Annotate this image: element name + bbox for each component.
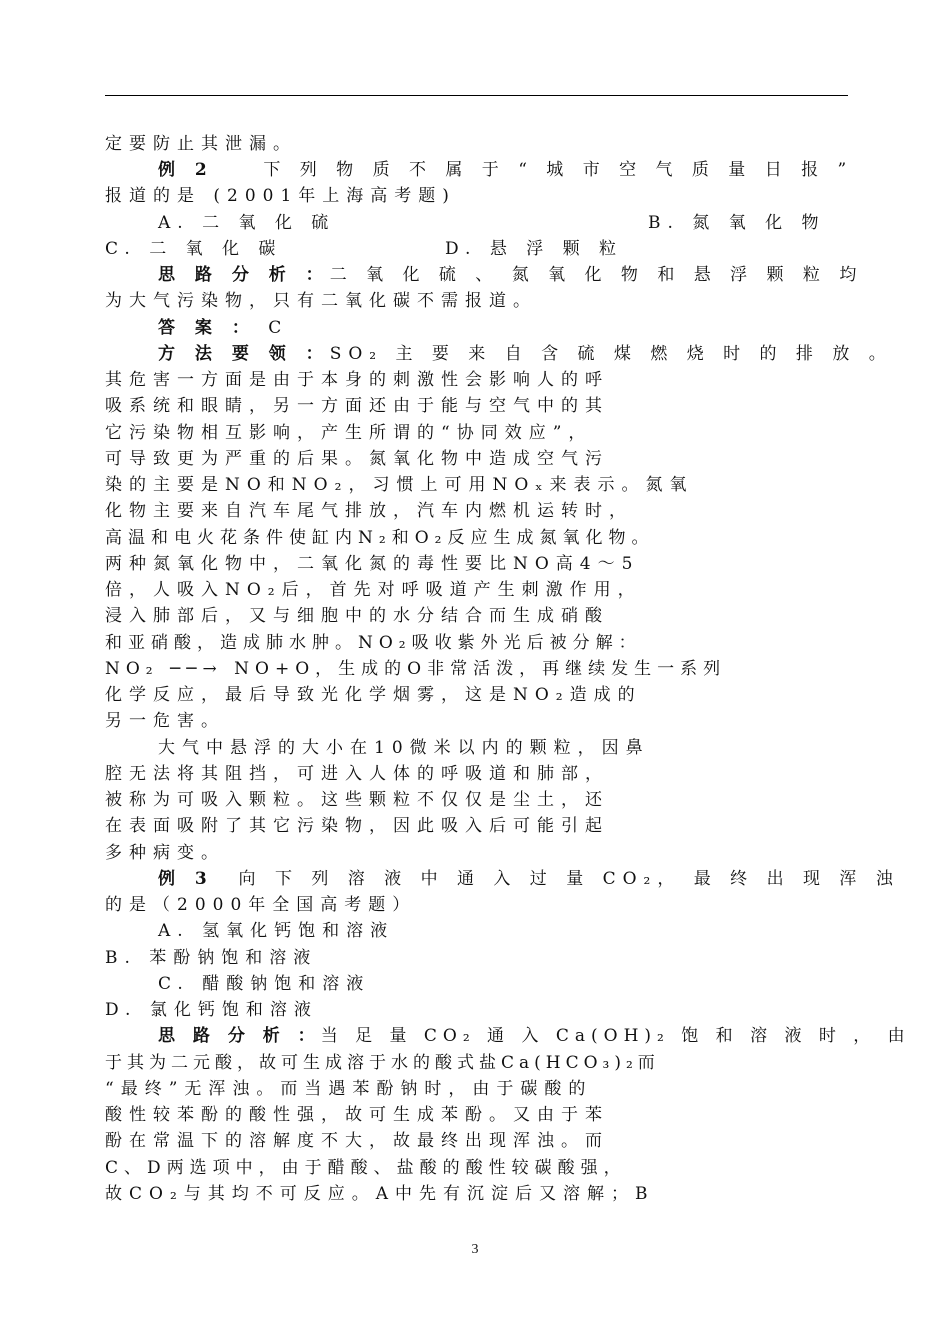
ln-40: 故CO₂与其均不可反应。A中先有沉淀后又溶解；B bbox=[105, 1184, 655, 1204]
ln-25: 被称为可吸入颗粒。这些颗粒不仅仅是尘土，还 bbox=[105, 790, 609, 810]
ln-17: 倍，人吸入NO₂后，首先对呼吸道产生刺激作用， bbox=[105, 580, 642, 600]
ln-4: C. 二 氧 化 碳 D. 悬 浮 颗 粒 bbox=[105, 236, 865, 262]
ln-21: 化学反应，最后导致光化学烟雾，这是NO₂造成的 bbox=[105, 685, 642, 705]
ln-37: 酸性较苯酚的酸性强，故可生成苯酚。又由于苯 bbox=[105, 1105, 609, 1125]
ln-8: 方 法 要 领 ：SO₂ 主 要 来 自 含 硫 煤 燃 烧 时 的 排 放 。 bbox=[158, 344, 893, 364]
option-d: D. 悬 浮 颗 粒 bbox=[445, 239, 624, 259]
ln-7: 答 案 ： C bbox=[158, 318, 289, 338]
ln-33: D. 氯化钙饱和溶液 bbox=[105, 1000, 318, 1020]
ln-11: 它污染物相互影响，产生所谓的“协同效应”， bbox=[105, 423, 593, 443]
ln-39: C、D两选项中，由于醋酸、盐酸的酸性较碳酸强， bbox=[105, 1158, 627, 1178]
ln-16: 两种氮氧化物中，二氧化氮的毒性要比NO高4～5 bbox=[105, 554, 640, 574]
ln-22: 另一危害。 bbox=[105, 711, 225, 731]
method-label: 方 法 要 领 ： bbox=[158, 344, 330, 364]
ln-1: 例 2 下 列 物 质 不 属 于 “ 城 市 空 气 质 量 日 报 ” bbox=[158, 160, 854, 180]
ln-30: A. 氢氧化钙饱和溶液 bbox=[158, 921, 395, 941]
ln-23: 大气中悬浮的大小在10微米以内的颗粒，因鼻 bbox=[158, 738, 650, 758]
ln-10: 吸系统和眼睛，另一方面还由于能与空气中的其 bbox=[105, 396, 609, 416]
ln-26: 在表面吸附了其它污染物，因此吸入后可能引起 bbox=[105, 816, 609, 836]
ln-35: 于其为二元酸，故可生成溶于水的酸式盐Ca(HCO₃)₂而 bbox=[105, 1053, 660, 1073]
ln-36: “最终”无浑浊。而当遇苯酚钠时，由于碳酸的 bbox=[105, 1079, 593, 1099]
ln-0: 定要防止其泄漏。 bbox=[105, 134, 297, 154]
header-rule bbox=[105, 95, 848, 96]
ln-29: 的是（2000年全国高考题） bbox=[105, 895, 417, 915]
ln-24: 腔无法将其阻挡，可进入人体的呼吸道和肺部， bbox=[105, 764, 609, 784]
ln-14: 化物主要来自汽车尾气排放，汽车内燃机运转时， bbox=[105, 501, 633, 521]
answer-label: 答 案 ： bbox=[158, 318, 256, 338]
ln-15: 高温和电火花条件使缸内N₂和O₂反应生成氮氧化物。 bbox=[105, 528, 655, 548]
page-number: 3 bbox=[471, 1242, 479, 1257]
ln-19: 和亚硝酸，造成肺水肿。NO₂吸收紫外光后被分解： bbox=[105, 633, 642, 653]
ln-18: 浸入肺部后，又与细胞中的水分结合而生成硝酸 bbox=[105, 606, 609, 626]
ln-12: 可导致更为严重的后果。氮氧化物中造成空气污 bbox=[105, 449, 609, 469]
ln-27: 多种病变。 bbox=[105, 843, 225, 863]
ln-3: A. 二 氧 化 硫 B. 氮 氧 化 物 bbox=[158, 210, 918, 236]
ln-32: C. 醋酸钠饱和溶液 bbox=[158, 974, 371, 994]
ln-13: 染的主要是NO和NO₂，习惯上可用NOₓ来表示。氮氧 bbox=[105, 475, 694, 495]
ln-34: 思 路 分 析 ：当 足 量 CO₂ 通 入 Ca(OH)₂ 饱 和 溶 液 时 ， 由 bbox=[158, 1026, 911, 1046]
ln-31: B. 苯酚钠饱和溶液 bbox=[105, 948, 318, 968]
ln-5: 思 路 分 析 ：二 氧 化 硫 、 氮 氧 化 物 和 悬 浮 颗 粒 均 bbox=[158, 265, 864, 285]
ln-38: 酚在常温下的溶解度不大，故最终出现浑浊。而 bbox=[105, 1131, 609, 1151]
ln-20: NO₂ ──→ NO+O，生成的O非常活泼，再继续发生一系列 bbox=[105, 659, 727, 679]
option-b: B. 氮 氧 化 物 bbox=[648, 213, 826, 233]
ln-28: 例 3 向 下 列 溶 液 中 通 入 过 量 CO₂， 最 终 出 现 浑 浊 bbox=[158, 869, 900, 889]
example-label: 例 2 bbox=[158, 160, 214, 180]
ln-2: 报道的是 (2001年上海高考题) bbox=[105, 186, 456, 206]
ln-6: 为大气污染物，只有二氧化碳不需报道。 bbox=[105, 291, 537, 311]
analysis-label: 思 路 分 析 ： bbox=[158, 1026, 321, 1046]
ln-9: 其危害一方面是由于本身的刺激性会影响人的呼 bbox=[105, 370, 609, 390]
analysis-label: 思 路 分 析 ： bbox=[158, 265, 330, 285]
example-label: 例 3 bbox=[158, 869, 214, 889]
